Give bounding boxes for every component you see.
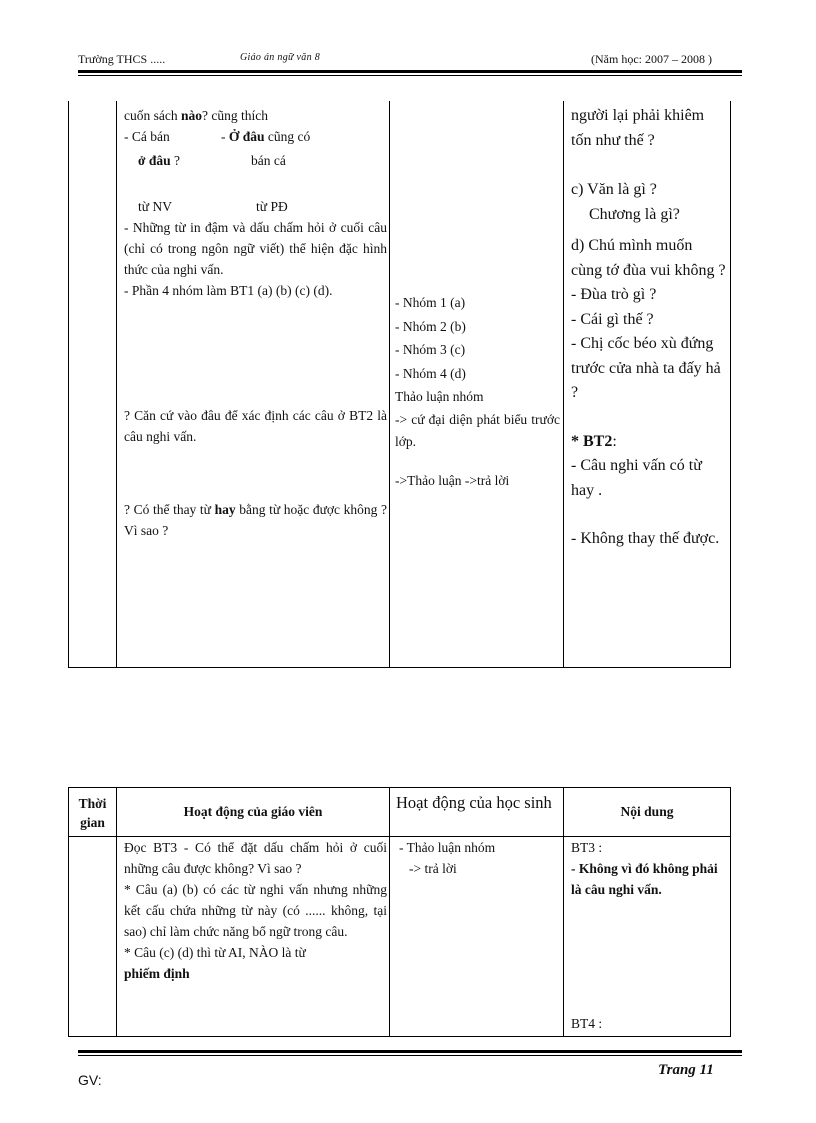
example-line-2: - Cá bán - Ở đâu cũng có [124, 129, 311, 144]
content-cell [571, 104, 726, 552]
footer-rule-thin [78, 1055, 742, 1056]
bt3-note-ab: * Câu (a) (b) có các từ nghi vấn nhưng những kết cấu chứa những từ này (có ...... không, tại sao) chỉ làm chức năng bổ ngữ trong câu. [124, 882, 387, 939]
school-name: Trường THCS ..... [78, 52, 166, 66]
teacher-activity-cell [124, 837, 387, 984]
bt4-label: BT4 : [571, 1016, 603, 1031]
group-3: - Nhóm 3 (c) [395, 342, 466, 357]
question-hay: ? Có thể thay từ hay bằng từ hoặc được không ? Vì sao ? [124, 502, 387, 538]
footer-rule-thick [78, 1050, 742, 1053]
word-type-line: từ NV từ PĐ [138, 199, 288, 214]
example-line-1: cuốn sách nào? cũng thích [124, 108, 268, 123]
content-answer-c2: Chương là gì? [589, 205, 680, 223]
page-header [78, 52, 742, 70]
student-activity-cell [395, 837, 560, 879]
student-activity-cell [395, 291, 560, 492]
header-student: Hoạt động của học sinh [396, 793, 552, 812]
student-discussion: - Thảo luận nhóm [399, 840, 496, 855]
bt2-answer-b: - Không thay thế được. [571, 530, 720, 547]
header-rule-thin [78, 75, 742, 76]
header-rule-thick [78, 70, 742, 73]
representative-note: -> cứ đại diện phát biểu trước lớp. [395, 411, 560, 449]
lesson-table-continued [68, 101, 731, 668]
discussion-label: Thảo luận nhóm [395, 389, 484, 404]
content-cell [571, 837, 726, 1031]
teacher-activity-cell [124, 105, 387, 301]
col-divider [389, 101, 390, 667]
group-4: - Nhóm 4 (d) [395, 365, 466, 381]
col-divider [116, 788, 117, 1036]
content-answer-d2: - Đùa trò gì ? [571, 286, 657, 303]
lesson-table [68, 787, 731, 1037]
content-answer-d1: d) Chú mình muốn cùng tớ đùa vui không ? [571, 237, 726, 279]
page-number: Trang 11 [658, 1062, 714, 1078]
col-divider [389, 788, 390, 1036]
subject-title: Giáo án ngữ văn 8 [240, 52, 320, 63]
col-divider [563, 788, 564, 1036]
content-answer-d4: - Chị cốc béo xù đứng trước cửa nhà ta đấy hả ? [571, 335, 721, 401]
bt3-prompt: Đọc BT3 - Có thể đặt dấu chấm hỏi ở cuối những câu được không? Vì sao ? [124, 840, 387, 876]
col-divider [116, 101, 117, 667]
bt3-label: BT3 : [571, 840, 603, 855]
content-answer-c1: c) Văn là gì ? [571, 181, 657, 198]
explanation-para: - Những từ in đậm và dấu chấm hỏi ở cuối câu (chỉ có trong ngôn ngữ viết) thể hiện đặc hình thức của nghi vấn. [124, 220, 387, 277]
header-teacher: Hoạt động của giáo viên [183, 804, 323, 819]
group-2: - Nhóm 2 (b) [395, 318, 466, 334]
bt2-answer-a: - Câu nghi vấn có từ hay . [571, 457, 702, 499]
school-year: (Năm học: 2007 – 2008 ) [591, 52, 712, 66]
content-answer-d3: - Cái gì thế ? [571, 310, 654, 328]
col-divider [563, 101, 564, 667]
example-line-3: ở đâu ? bán cá [138, 153, 286, 168]
teacher-label: GV: [78, 1072, 102, 1088]
bt3-answer: - Không vì đó không phải là câu nghi vấn. [571, 861, 718, 897]
group-assignment: - Phần 4 nhóm làm BT1 (a) (b) (c) (d). [124, 283, 333, 298]
discuss-answer: ->Thảo luận ->trả lời [395, 472, 510, 488]
header-time: Thời gian [78, 796, 107, 830]
bt3-note-cd-bold: phiếm định [124, 966, 190, 981]
header-content: Nội dung [620, 804, 674, 819]
content-answer-b: người lại phải khiêm tốn như thế ? [571, 107, 705, 149]
group-1: - Nhóm 1 (a) [395, 295, 466, 310]
student-answer: -> trả lời [409, 861, 457, 876]
question-bt2: ? Căn cứ vào đâu để xác định các câu ở BT2 là câu nghi vấn. [124, 408, 387, 444]
bt3-note-cd: * Câu (c) (d) thì từ AI, NÀO là từ [124, 945, 306, 960]
bt2-heading: * BT2: [571, 432, 617, 450]
